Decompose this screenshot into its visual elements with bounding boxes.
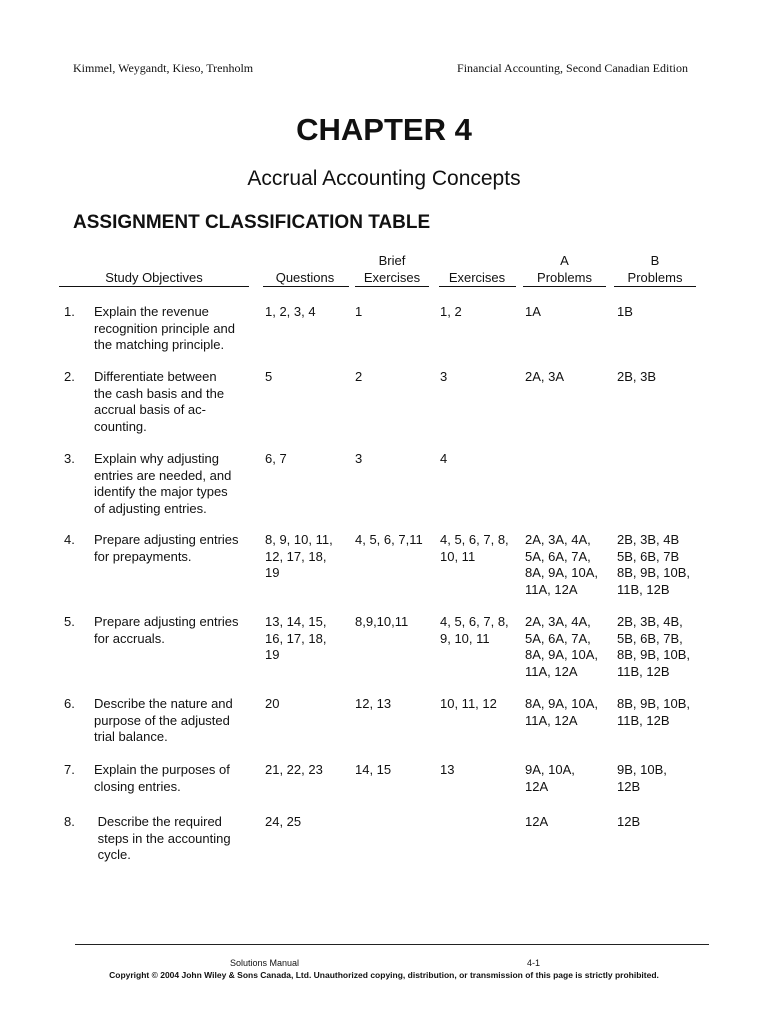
a-problems-cell: 2A, 3A, 4A, 5A, 6A, 7A, 8A, 9A, 10A, 11A, 12A xyxy=(525,614,598,679)
b-problems-cell: 2B, 3B, 4B, 5B, 6B, 7B, 8B, 9B, 10B, 11B, 12B xyxy=(617,614,690,679)
footer-copyright: Copyright © 2004 John Wiley & Sons Canada, Ltd. Unauthorized copying, distribution, or transmission of this page is strictly prohibited. xyxy=(109,970,659,980)
study-objective: Explain why adjusting entries are needed, and identify the major types of adjusting entries. xyxy=(94,451,232,516)
questions-cell: 20 xyxy=(265,696,280,711)
brief-exercises-cell: 4, 5, 6, 7,11 xyxy=(355,532,423,547)
questions-cell: 21, 22, 23 xyxy=(265,762,323,777)
chapter-title: CHAPTER 4 xyxy=(296,112,472,147)
col-header-b-problems xyxy=(613,253,697,286)
a-problems-cell: 8A, 9A, 10A, 11A, 12A xyxy=(525,696,598,728)
a-problems-cell: 2A, 3A xyxy=(525,369,565,384)
a-problems-cell: 12A xyxy=(525,814,549,829)
study-objective: Explain the revenue recognition principle and the matching principle. xyxy=(94,304,235,352)
row-number: 8. xyxy=(64,814,75,829)
header-rule xyxy=(439,286,516,287)
header-rule xyxy=(59,286,249,287)
header-rule xyxy=(263,286,349,287)
footer-manual-label: Solutions Manual xyxy=(230,958,300,968)
row-number: 4. xyxy=(64,532,75,547)
brief-exercises-cell: 2 xyxy=(355,369,363,384)
col-header-a-problems xyxy=(522,253,607,286)
b-problems-cell: 2B, 3B xyxy=(617,369,657,384)
section-title: ASSIGNMENT CLASSIFICATION TABLE xyxy=(73,212,431,233)
exercises-cell: 4, 5, 6, 7, 8, 9, 10, 11 xyxy=(440,614,509,646)
row-number: 6. xyxy=(64,696,75,711)
col-header-line2: Problems xyxy=(627,269,683,285)
b-problems-cell: 1B xyxy=(617,304,633,319)
header-rule xyxy=(355,286,429,287)
col-header-line2: Questions xyxy=(275,269,335,285)
col-header-brief-exercises xyxy=(353,253,431,286)
study-objective: Describe the nature and purpose of the adjusted trial balance. xyxy=(94,696,233,744)
b-problems-cell: 8B, 9B, 10B, 11B, 12B xyxy=(617,696,690,728)
brief-exercises-cell: 14, 15 xyxy=(355,762,392,777)
exercises-cell: 13 xyxy=(440,762,455,777)
col-header-line1 xyxy=(260,253,350,270)
questions-cell: 6, 7 xyxy=(265,451,287,466)
questions-cell: 13, 14, 15, 16, 17, 18, 19 xyxy=(265,614,327,662)
footer-rule xyxy=(75,944,709,945)
header-rule xyxy=(614,286,696,287)
col-header-study-objectives xyxy=(59,253,249,286)
header-authors: Kimmel, Weygandt, Kieso, Trenholm xyxy=(73,61,254,75)
col-header-line1 xyxy=(59,253,249,270)
col-header-line2: Exercises xyxy=(363,269,421,285)
brief-exercises-cell: 1 xyxy=(355,304,363,319)
a-problems-cell: 1A xyxy=(525,304,541,319)
header-rule xyxy=(523,286,606,287)
col-header-line1 xyxy=(437,253,517,270)
a-problems-cell: 2A, 3A, 4A, 5A, 6A, 7A, 8A, 9A, 10A, 11A, 12A xyxy=(525,532,598,597)
questions-cell: 5 xyxy=(265,369,273,384)
row-number: 2. xyxy=(64,369,75,384)
exercises-cell: 3 xyxy=(440,369,448,384)
a-problems-cell: 9A, 10A, 12A xyxy=(525,762,575,794)
col-header-exercises xyxy=(437,253,517,286)
study-objective: Differentiate between the cash basis and the accrual basis of ac- counting. xyxy=(94,369,225,434)
col-header-line1: B xyxy=(650,253,660,268)
brief-exercises-cell: 8,9,10,11 xyxy=(355,614,409,629)
col-header-line2: Problems xyxy=(537,269,592,285)
chapter-subtitle: Accrual Accounting Concepts xyxy=(247,167,521,190)
study-objective: Prepare adjusting entries for accruals. xyxy=(94,614,239,646)
brief-exercises-cell: 12, 13 xyxy=(355,696,392,711)
b-problems-cell: 12B xyxy=(617,814,641,829)
row-number: 1. xyxy=(64,304,75,319)
b-problems-cell: 9B, 10B, 12B xyxy=(617,762,667,794)
col-header-line2: Exercises xyxy=(448,269,506,285)
col-header-line1: A xyxy=(560,253,569,268)
col-header-line2: Study Objectives xyxy=(105,269,203,285)
brief-exercises-cell: 3 xyxy=(355,451,363,466)
footer-page-number: 4-1 xyxy=(527,958,541,968)
study-objective: Explain the purposes of closing entries. xyxy=(94,762,230,794)
study-objective: Describe the required steps in the accounting cycle. xyxy=(97,814,231,862)
exercises-cell: 10, 11, 12 xyxy=(440,696,497,711)
study-objective: Prepare adjusting entries for prepayments. xyxy=(94,532,239,564)
b-problems-cell: 2B, 3B, 4B 5B, 6B, 7B 8B, 9B, 10B, 11B, 12B xyxy=(617,532,690,597)
questions-cell: 1, 2, 3, 4 xyxy=(265,304,316,319)
col-header-questions xyxy=(260,253,350,286)
questions-cell: 24, 25 xyxy=(265,814,302,829)
questions-cell: 8, 9, 10, 11, 12, 17, 18, 19 xyxy=(265,532,333,580)
col-header-line1: Brief xyxy=(378,253,406,268)
exercises-cell: 1, 2 xyxy=(440,304,462,319)
row-number: 5. xyxy=(64,614,75,629)
exercises-cell: 4, 5, 6, 7, 8, 10, 11 xyxy=(440,532,509,564)
header-book-title: Financial Accounting, Second Canadian Edition xyxy=(457,61,688,75)
row-number: 7. xyxy=(64,762,75,777)
row-number: 3. xyxy=(64,451,75,466)
exercises-cell: 4 xyxy=(440,451,448,466)
